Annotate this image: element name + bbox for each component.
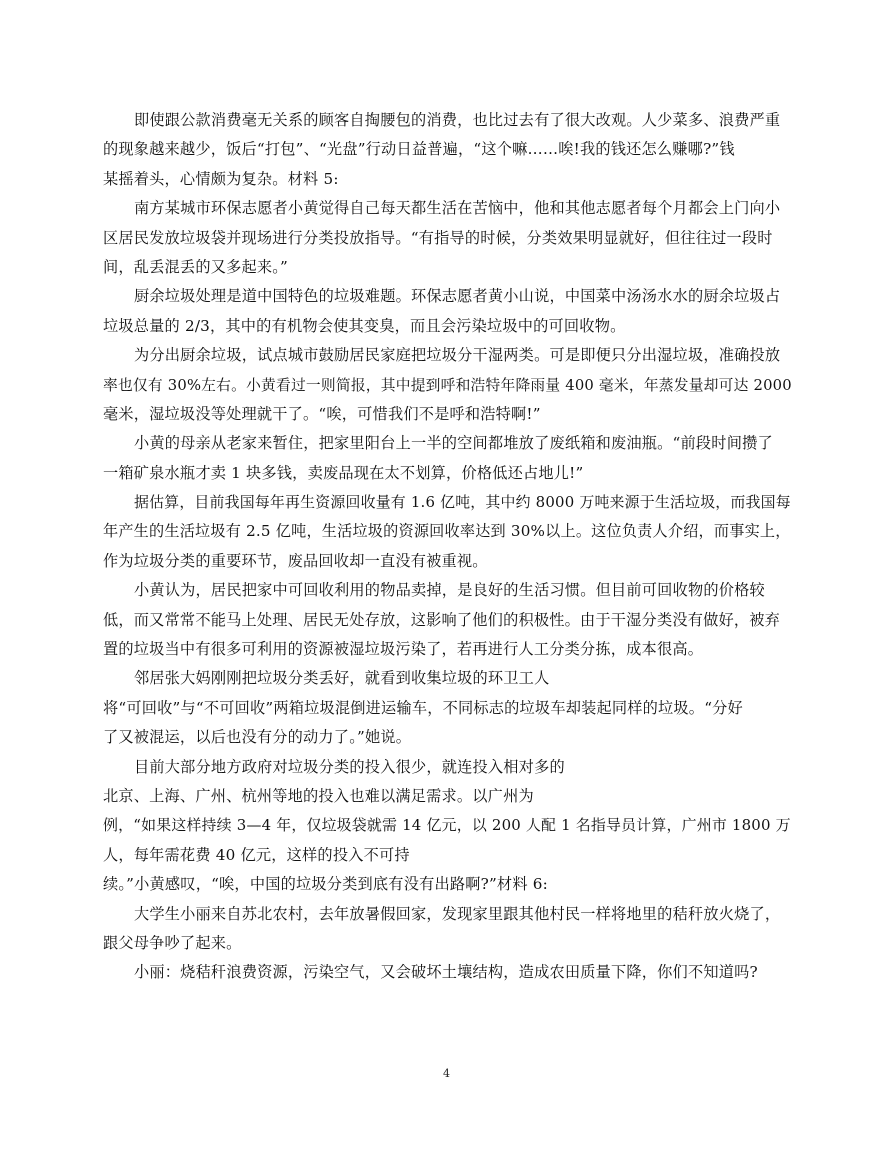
text-line: 置的垃圾当中有很多可利用的资源被湿垃圾污染了，若再进行人工分类分拣，成本很高。 [103,640,704,659]
text-line: 为分出厨余垃圾，试点城市鼓励居民家庭把垃圾分干湿两类。可是即便只分出湿垃圾，准确投放 [134,346,781,365]
text-line: 年产生的生活垃圾有 2.5 亿吨，生活垃圾的资源回收率达到 30%以上。这位负责人介绍，而事实上， [103,522,791,541]
text-line: 例，“如果这样持续 3—4 年，仅垃圾袋就需 14 亿元，以 200 人配 1 名指导员计算，广州市 1800 万 [103,816,791,835]
text-line: 据估算，目前我国每年再生资源回收量有 1.6 亿吨，其中约 8000 万吨来源于生活垃圾，而我国每 [134,493,791,512]
page-number: 4 [443,1067,450,1080]
text-line: 跟父母争吵了起来。 [103,933,242,952]
text-line: 人，每年需花费 40 亿元，这样的投入不可持 [103,845,410,864]
document-body [103,106,791,988]
text-line: 小黄认为，居民把家中可回收利用的物品卖掉，是良好的生活习惯。但目前可回收物的价格较 [134,581,765,600]
text-line: 低，而又常常不能马上处理、居民无处存放，这影响了他们的积极性。由于干湿分类没有做好，被弃 [103,610,781,629]
text-line: 小黄的母亲从老家来暂住，把家里阳台上一半的空间都堆放了废纸箱和废油瓶。“前段时间攒了 [134,434,773,453]
text-line: 将“可回收”与“不可回收”两箱垃圾混倒进运输车，不同标志的垃圾车却装起同样的垃圾。“分好 [103,698,743,717]
text-line: 小丽：烧秸秆浪费资源，污染空气，又会破坏土壤结构，造成农田质量下降，你们不知道吗? [134,963,758,982]
text-line: 作为垃圾分类的重要环节，废品回收却一直没有被重视。 [103,551,488,570]
text-line: 的现象越来越少，饭后“打包”、“光盘”行动日益普遍，“这个嘛……唉!我的钱还怎么赚哪?”钱 [103,140,735,159]
text-line: 北京、上海、广州、杭州等地的投入也难以满足需求。以广州为 [103,786,534,805]
text-line: 毫米，湿垃圾没等处理就干了。“唉，可惜我们不是呼和浩特啊!” [103,404,541,423]
text-line: 间，乱丢混丢的又多起来。” [103,257,289,276]
text-line: 某摇着头，心情颇为复杂。材料 5: [103,169,339,188]
text-line: 目前大部分地方政府对垃圾分类的投入很少，就连投入相对多的 [134,757,565,776]
text-line: 了又被混运，以后也没有分的动力了。”她说。 [103,728,412,747]
text-line: 南方某城市环保志愿者小黄觉得自己每天都生活在苦恼中，他和其他志愿者每个月都会上门向小 [134,199,781,218]
text-line: 厨余垃圾处理是道中国特色的垃圾难题。环保志愿者黄小山说，中国菜中汤汤水水的厨余垃圾占 [134,287,781,306]
text-line: 大学生小丽来自苏北农村，去年放暑假回家，发现家里跟其他村民一样将地里的秸秆放火烧了， [134,904,781,923]
text-line: 率也仅有 30%左右。小黄看过一则简报，其中提到呼和浩特年降雨量 400 毫米，年蒸发量却可达 2000 [103,376,792,394]
text-line: 续。”小黄感叹，“唉，中国的垃圾分类到底有没有出路啊?”材料 6: [103,875,548,894]
text-line: 区居民发放垃圾袋并现场进行分类投放指导。“有指导的时候，分类效果明显就好，但往往过一段时 [103,228,773,247]
text-line: 垃圾总量的 2/3，其中的有机物会使其变臭，而且会污染垃圾中的可回收物。 [103,316,626,335]
text-line: 一箱矿泉水瓶才卖 1 块多钱，卖废品现在太不划算，价格低还占地儿!” [103,463,584,482]
text-line: 邻居张大妈刚刚把垃圾分类丢好，就看到收集垃圾的环卫工人 [134,669,550,688]
text-line: 即使跟公款消费毫无关系的顾客自掏腰包的消费，也比过去有了很大改观。人少菜多、浪费严重 [134,111,781,129]
